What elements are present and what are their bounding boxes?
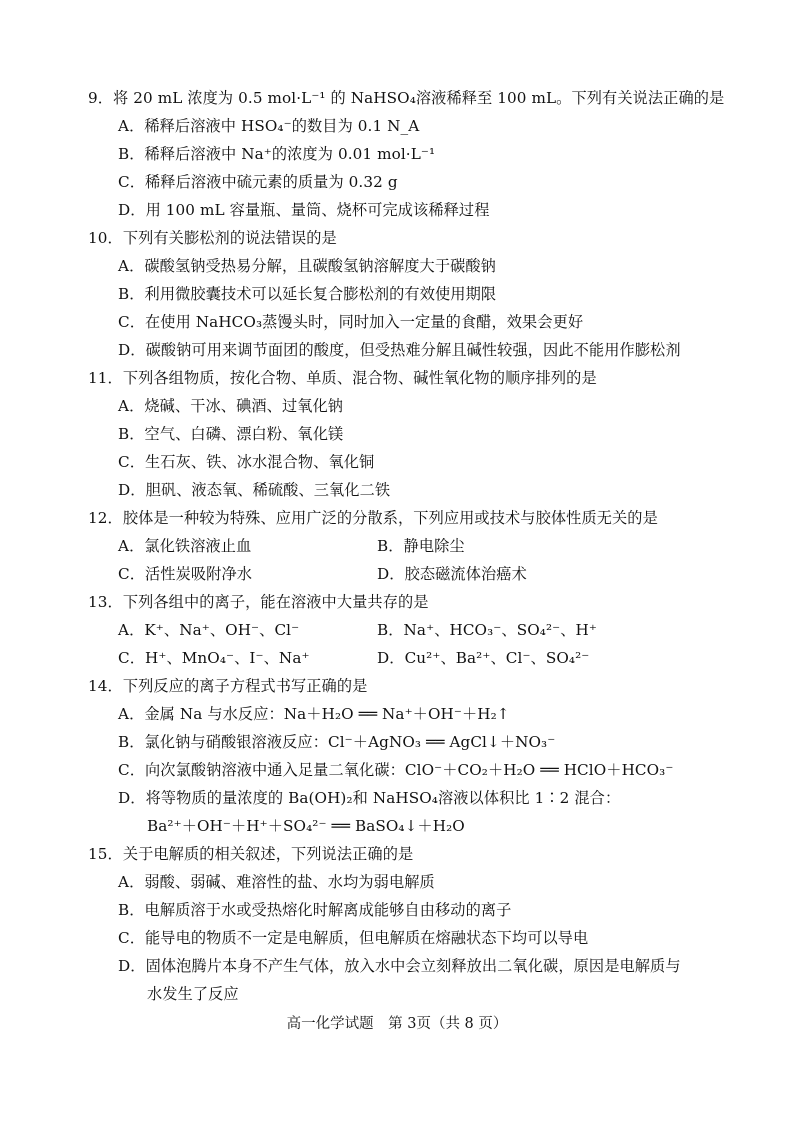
- question-13-option-a: A．K⁺、Na⁺、OH⁻、Cl⁻: [118, 621, 300, 639]
- question-11-option-d: D．胆矾、液态氧、稀硫酸、三氧化二铁: [118, 481, 391, 499]
- question-15-option-d-continued: 水发生了反应: [147, 985, 239, 1003]
- question-15-stem: 15．关于电解质的相关叙述，下列说法正确的是: [88, 845, 414, 863]
- question-10-option-b: B．利用微胶囊技术可以延长复合膨松剂的有效使用期限: [118, 285, 497, 303]
- question-12-stem: 12．胶体是一种较为特殊、应用广泛的分散系，下列应用或技术与胶体性质无关的是: [88, 509, 658, 527]
- question-12-option-a: A．氯化铁溶液止血: [118, 537, 252, 555]
- question-9-option-c: C．稀释后溶液中硫元素的质量为 0.32 g: [118, 173, 398, 191]
- question-9-option-b: B．稀释后溶液中 Na⁺的浓度为 0.01 mol·L⁻¹: [118, 145, 436, 163]
- question-14-option-d-equation: Ba²⁺＋OH⁻＋H⁺＋SO₄²⁻ ══ BaSO₄↓＋H₂O: [147, 817, 465, 835]
- question-9-stem: 9．将 20 mL 浓度为 0.5 mol·L⁻¹ 的 NaHSO₄溶液稀释至 100 mL。下列有关说法正确的是: [88, 89, 725, 107]
- question-13-option-c: C．H⁺、MnO₄⁻、I⁻、Na⁺: [118, 649, 310, 667]
- question-11-option-c: C．生石灰、铁、冰水混合物、氧化铜: [118, 453, 375, 471]
- question-14-option-c: C．向次氯酸钠溶液中通入足量二氧化碳：ClO⁻＋CO₂＋H₂O ══ HClO＋HCO₃⁻: [118, 761, 674, 779]
- question-13-stem: 13．下列各组中的离子，能在溶液中大量共存的是: [88, 593, 429, 611]
- question-15-option-a: A．弱酸、弱碱、难溶性的盐、水均为弱电解质: [118, 873, 435, 891]
- question-15-option-c: C．能导电的物质不一定是电解质，但电解质在熔融状态下均可以导电: [118, 929, 589, 947]
- question-14-option-b: B．氯化钠与硝酸银溶液反应：Cl⁻＋AgNO₃ ══ AgCl↓＋NO₃⁻: [118, 733, 556, 751]
- question-13-option-d: D．Cu²⁺、Ba²⁺、Cl⁻、SO₄²⁻: [377, 649, 590, 667]
- question-10-option-d: D．碳酸钠可用来调节面团的酸度，但受热难分解且碱性较强，因此不能用作膨松剂: [118, 341, 681, 359]
- question-10-option-c: C．在使用 NaHCO₃蒸馒头时，同时加入一定量的食醋，效果会更好: [118, 313, 584, 331]
- question-10-stem: 10．下列有关膨松剂的说法错误的是: [88, 229, 337, 247]
- question-14-option-d: D．将等物质的量浓度的 Ba(OH)₂和 NaHSO₄溶液以体积比 1∶2 混合：: [118, 789, 621, 807]
- question-14-option-a: A．金属 Na 与水反应：Na＋H₂O ══ Na⁺＋OH⁻＋H₂↑: [118, 705, 510, 723]
- question-11-option-a: A．烧碱、干冰、碘酒、过氧化钠: [118, 397, 344, 415]
- page-footer: 高一化学试题 第 3页（共 8 页）: [286, 1016, 508, 1032]
- question-12-option-b: B．静电除尘: [377, 537, 465, 555]
- question-11-stem: 11．下列各组物质，按化合物、单质、混合物、碱性氧化物的顺序排列的是: [88, 369, 597, 387]
- question-15-option-b: B．电解质溶于水或受热熔化时解离成能够自由移动的离子: [118, 901, 512, 919]
- question-11-option-b: B．空气、白磷、漂白粉、氧化镁: [118, 425, 344, 443]
- question-15-option-d: D．固体泡腾片本身不产生气体，放入水中会立刻释放出二氧化碳，原因是电解质与: [118, 957, 681, 975]
- question-12-option-d: D．胶态磁流体治癌术: [377, 565, 527, 583]
- question-12-option-c: C．活性炭吸附净水: [118, 565, 253, 583]
- question-14-stem: 14．下列反应的离子方程式书写正确的是: [88, 677, 368, 695]
- question-10-option-a: A．碳酸氢钠受热易分解，且碳酸氢钠溶解度大于碳酸钠: [118, 257, 496, 275]
- question-9-option-d: D．用 100 mL 容量瓶、量筒、烧杯可完成该稀释过程: [118, 201, 490, 219]
- question-13-option-b: B．Na⁺、HCO₃⁻、SO₄²⁻、H⁺: [377, 621, 598, 639]
- question-9-option-a: A．稀释后溶液中 HSO₄⁻的数目为 0.1 N_A: [118, 117, 420, 135]
